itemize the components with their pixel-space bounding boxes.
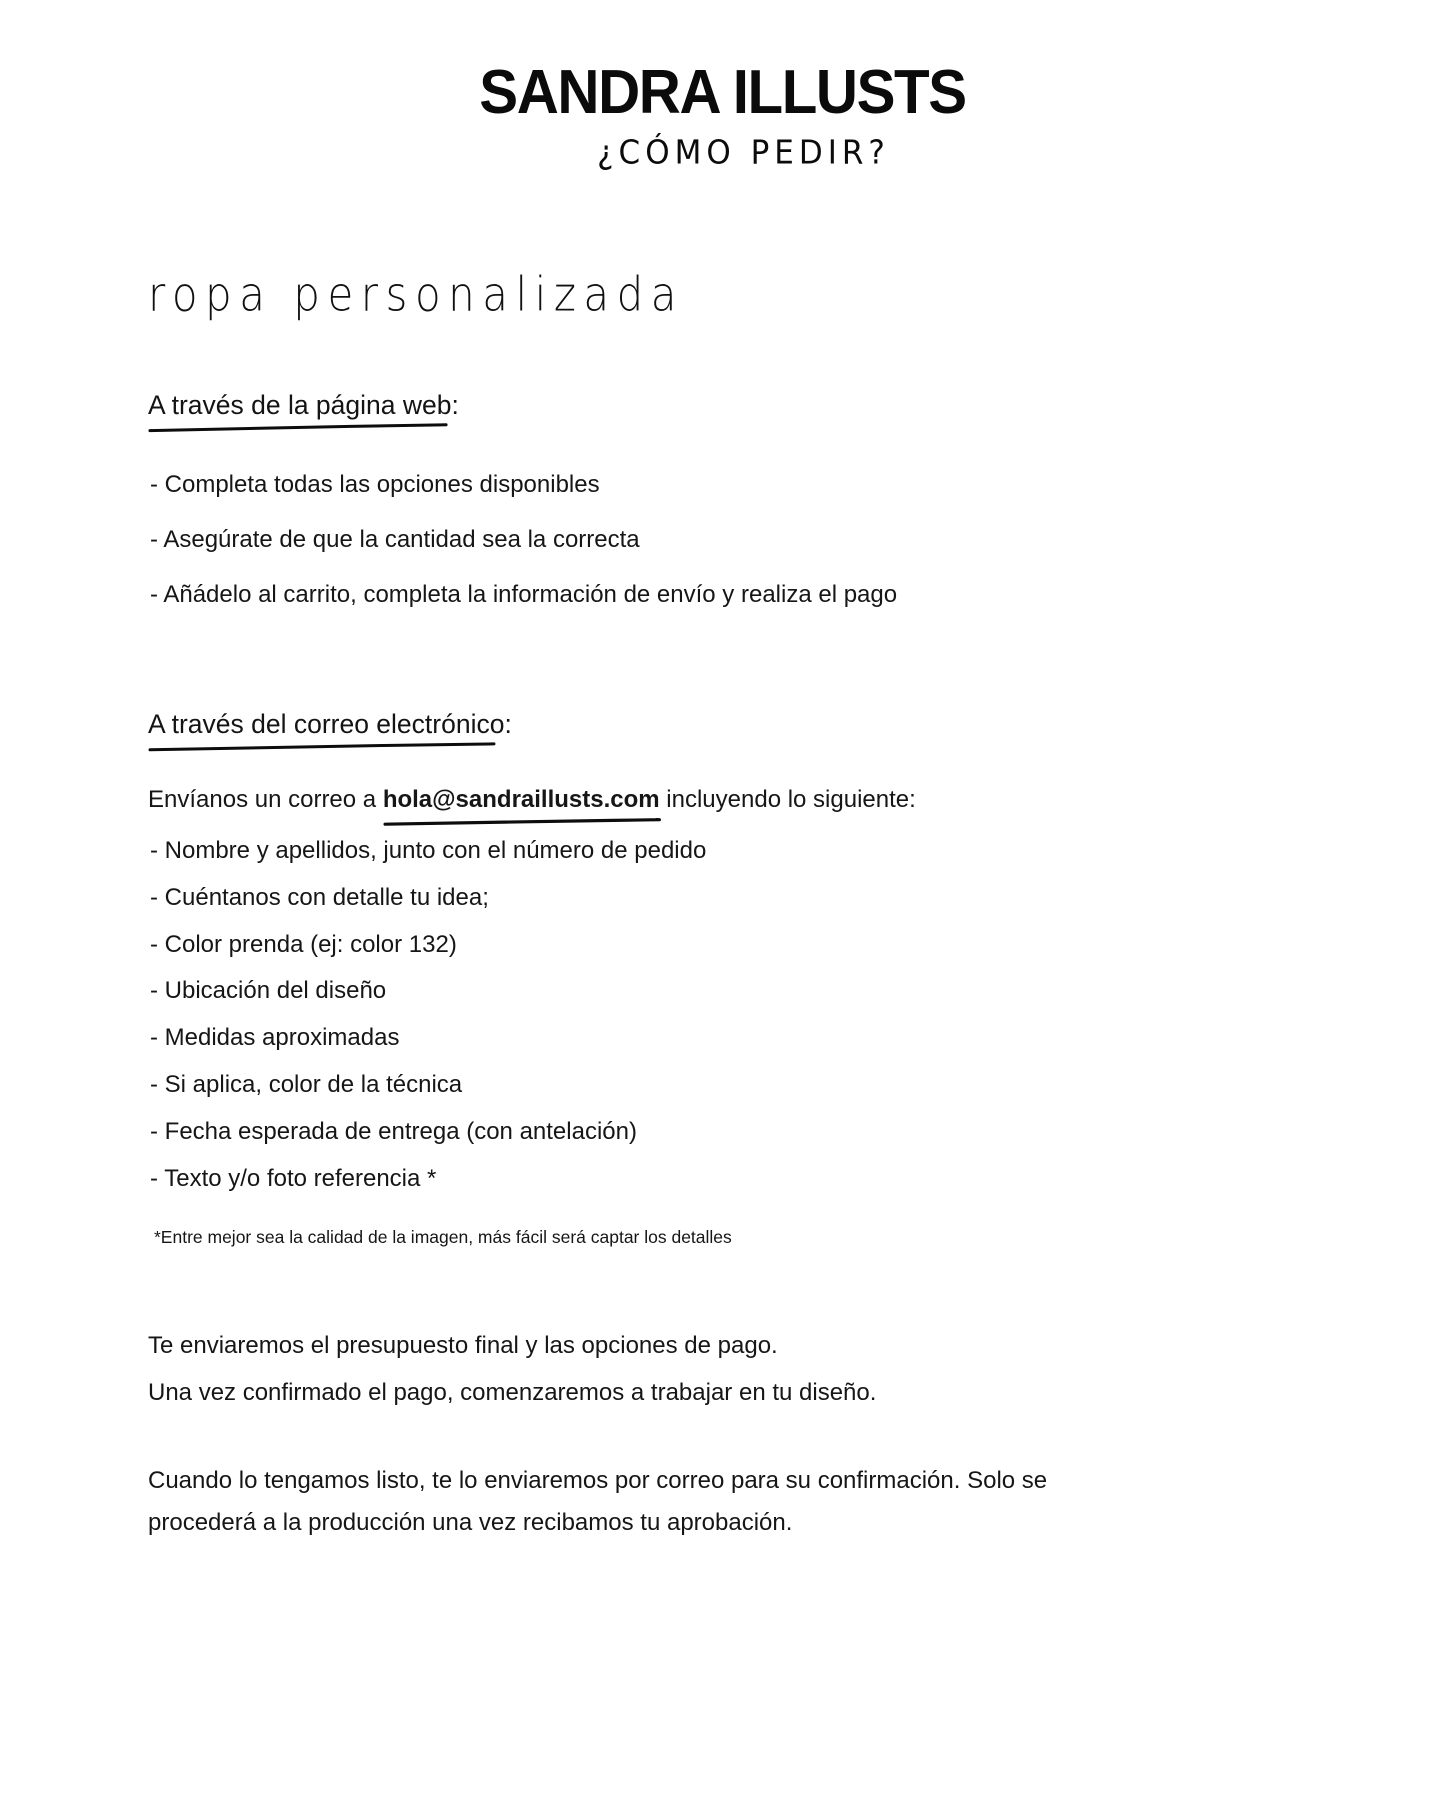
list-item: - Completa todas las opciones disponibles [150, 471, 600, 499]
list-item: - Asegúrate de que la cantidad sea la correcta [150, 525, 640, 553]
list-item: - Fecha esperada de entrega (con antelación) [150, 1117, 637, 1145]
list-item: - Si aplica, color de la técnica [150, 1071, 463, 1099]
closing-paragraph: Cuando lo tengamos listo, te lo enviaremos por correo para su confirmación. Solo se procederá a la producción una vez recibamos tu aprobación. [148, 1467, 1048, 1537]
document-header [0, 58, 1445, 172]
category-heading: ropa personalizada [148, 266, 685, 322]
email-intro-suffix: incluyendo lo siguiente: [659, 786, 916, 814]
hand-drawn-underline-icon [148, 742, 496, 752]
spacer [148, 316, 1298, 390]
list-item: - Ubicación del diseño [150, 977, 387, 1005]
hand-drawn-underline-icon [383, 818, 660, 826]
spacer [148, 1248, 1298, 1332]
list-item: - Texto y/o foto referencia * [150, 1164, 437, 1192]
image-quality-footnote: *Entre mejor sea la calidad de la imagen, más fácil será captar los detalles [154, 1227, 732, 1248]
document-body [148, 268, 1298, 1544]
list-item: - Medidas aproximadas [150, 1024, 400, 1052]
email-address[interactable] [383, 786, 660, 815]
section-heading-web: A través de la página web: [148, 390, 459, 421]
email-intro-prefix: Envíanos un correo a [148, 786, 383, 814]
web-steps-list [148, 471, 1298, 609]
list-item: - Añádelo al carrito, completa la información de envío y realiza el pago [150, 580, 898, 608]
closing-line-1: Te enviaremos el presupuesto final y las opciones de pago. [148, 1332, 778, 1360]
list-item: - Cuéntanos con detalle tu idea; [150, 883, 489, 911]
spacer [148, 815, 1298, 837]
spacer [148, 752, 1298, 786]
list-item: - Color prenda (ej: color 132) [150, 930, 457, 958]
brand-title: SANDRA ILLUSTS [479, 58, 966, 127]
spacer [148, 433, 1298, 471]
section-web [148, 390, 1298, 433]
spacer [148, 635, 1298, 709]
email-requirements-list [148, 837, 1298, 1193]
section-heading-email: A través del correo electrónico: [148, 709, 512, 740]
email-intro-line [148, 786, 1298, 815]
spacer [148, 1361, 1298, 1379]
list-item: - Nombre y apellidos, junto con el número de pedido [150, 837, 707, 865]
spacer [148, 1211, 1298, 1227]
document-subtitle: ¿CÓMO PEDIR? [597, 134, 890, 172]
email-address-text: hola@sandraillusts.com [382, 786, 660, 814]
spacer [148, 1408, 1298, 1460]
section-email [148, 709, 1298, 752]
hand-drawn-underline-icon [148, 423, 448, 433]
closing-line-2: Una vez confirmado el pago, comenzaremos a trabajar en tu diseño. [148, 1379, 877, 1407]
